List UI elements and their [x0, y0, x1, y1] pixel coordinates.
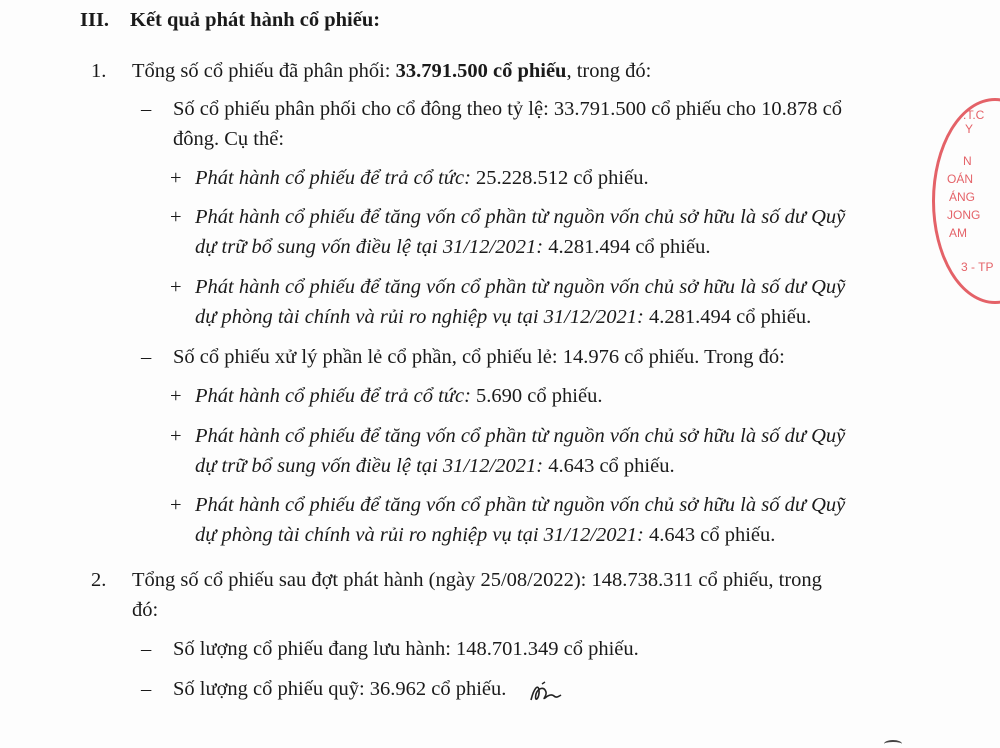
bullet-value: 4.281.494 cổ phiếu.	[643, 306, 812, 328]
bullet-italic: dự trữ bổ sung vốn điều lệ tại 31/12/2021:	[195, 455, 544, 477]
sub1-line2: đông. Cụ thể:	[173, 128, 285, 150]
seal-text: AM	[949, 226, 967, 240]
seal-text: ÁNG	[949, 190, 976, 204]
seal-text: 3 - TP	[961, 260, 994, 274]
bullet-1-3-line2	[195, 302, 811, 332]
bullet-1-2-line2	[195, 232, 710, 262]
item1-text	[132, 56, 651, 86]
bullet-italic: Phát hành cổ phiếu để trả cổ tức:	[195, 385, 471, 407]
bullet-2-3-line1: Phát hành cổ phiếu để tăng vốn cổ phần từ nguồn vốn chủ sở hữu là số dư Quỹ	[195, 494, 846, 516]
bullet-value: 5.690 cổ phiếu.	[470, 385, 603, 407]
item2-number: 2.	[91, 569, 107, 591]
bullet-1-1	[195, 163, 649, 193]
bullet-marker: +	[170, 206, 182, 228]
seal-text: OÁN	[947, 172, 974, 186]
bullet-italic: dự phòng tài chính và rủi ro nghiệp vụ tại 31/12/2021:	[195, 524, 644, 546]
seal-text: JONG	[947, 208, 981, 222]
bullet-italic: Phát hành cổ phiếu để trả cổ tức:	[195, 167, 471, 189]
company-seal	[932, 98, 1000, 304]
bullet-2-3-line2	[195, 520, 775, 550]
bullet-marker: +	[170, 494, 182, 516]
item2-sub-2: Số lượng cổ phiếu quỹ: 36.962 cổ phiếu.	[173, 678, 507, 700]
seal-text: Y	[965, 122, 974, 136]
bullet-value: 25.228.512 cổ phiếu.	[470, 167, 649, 189]
section-number: III.	[80, 9, 110, 31]
item1-number: 1.	[91, 60, 107, 82]
bullet-marker: +	[170, 425, 182, 447]
bullet-2-2-line2	[195, 451, 675, 481]
sub1-marker: –	[141, 98, 152, 120]
bullet-value: 4.281.494 cổ phiếu.	[543, 236, 711, 258]
bullet-2-1	[195, 381, 602, 411]
bullet-marker: +	[170, 385, 182, 407]
item1-lead: Tổng số cổ phiếu đã phân phối:	[132, 60, 396, 82]
item2-sub-marker: –	[141, 638, 152, 660]
sub1-line1: Số cổ phiếu phân phối cho cổ đông theo tỷ lệ: 33.791.500 cổ phiếu cho 10.878 cổ	[173, 98, 842, 120]
item1-tail: , trong đó:	[566, 60, 652, 82]
bullet-2-2-line1: Phát hành cổ phiếu để tăng vốn cổ phần từ nguồn vốn chủ sở hữu là số dư Quỹ	[195, 425, 846, 447]
seal-text: N	[963, 154, 972, 168]
section-title: Kết quả phát hành cổ phiếu:	[130, 9, 381, 31]
bullet-italic: dự phòng tài chính và rủi ro nghiệp vụ tại 31/12/2021:	[195, 306, 644, 328]
item2-sub-marker: –	[141, 678, 152, 700]
bullet-value: 4.643 cổ phiếu.	[543, 455, 675, 477]
sub2-marker: –	[141, 346, 152, 368]
bullet-marker: +	[170, 167, 182, 189]
seal-text: .T.C	[963, 108, 985, 122]
initials-signature-icon	[528, 680, 564, 708]
bullet-italic: dự trữ bổ sung vốn điều lệ tại 31/12/2021:	[195, 236, 544, 258]
bullet-1-3-line1: Phát hành cổ phiếu để tăng vốn cổ phần từ nguồn vốn chủ sở hữu là số dư Quỹ	[195, 276, 846, 298]
item1-total: 33.791.500 cổ phiếu	[395, 60, 567, 82]
page-corner-mark	[884, 740, 902, 748]
item2-line1: Tổng số cổ phiếu sau đợt phát hành (ngày 25/08/2022): 148.738.311 cổ phiếu, trong	[132, 569, 822, 591]
bullet-value: 4.643 cổ phiếu.	[643, 524, 776, 546]
sub2-line1: Số cổ phiếu xử lý phần lẻ cổ phần, cổ phiếu lẻ: 14.976 cổ phiếu. Trong đó:	[173, 346, 785, 368]
item2-line2: đó:	[132, 599, 159, 621]
bullet-1-2-line1: Phát hành cổ phiếu để tăng vốn cổ phần từ nguồn vốn chủ sở hữu là số dư Quỹ	[195, 206, 846, 228]
bullet-marker: +	[170, 276, 182, 298]
item2-sub-1: Số lượng cổ phiếu đang lưu hành: 148.701.349 cổ phiếu.	[173, 638, 639, 660]
